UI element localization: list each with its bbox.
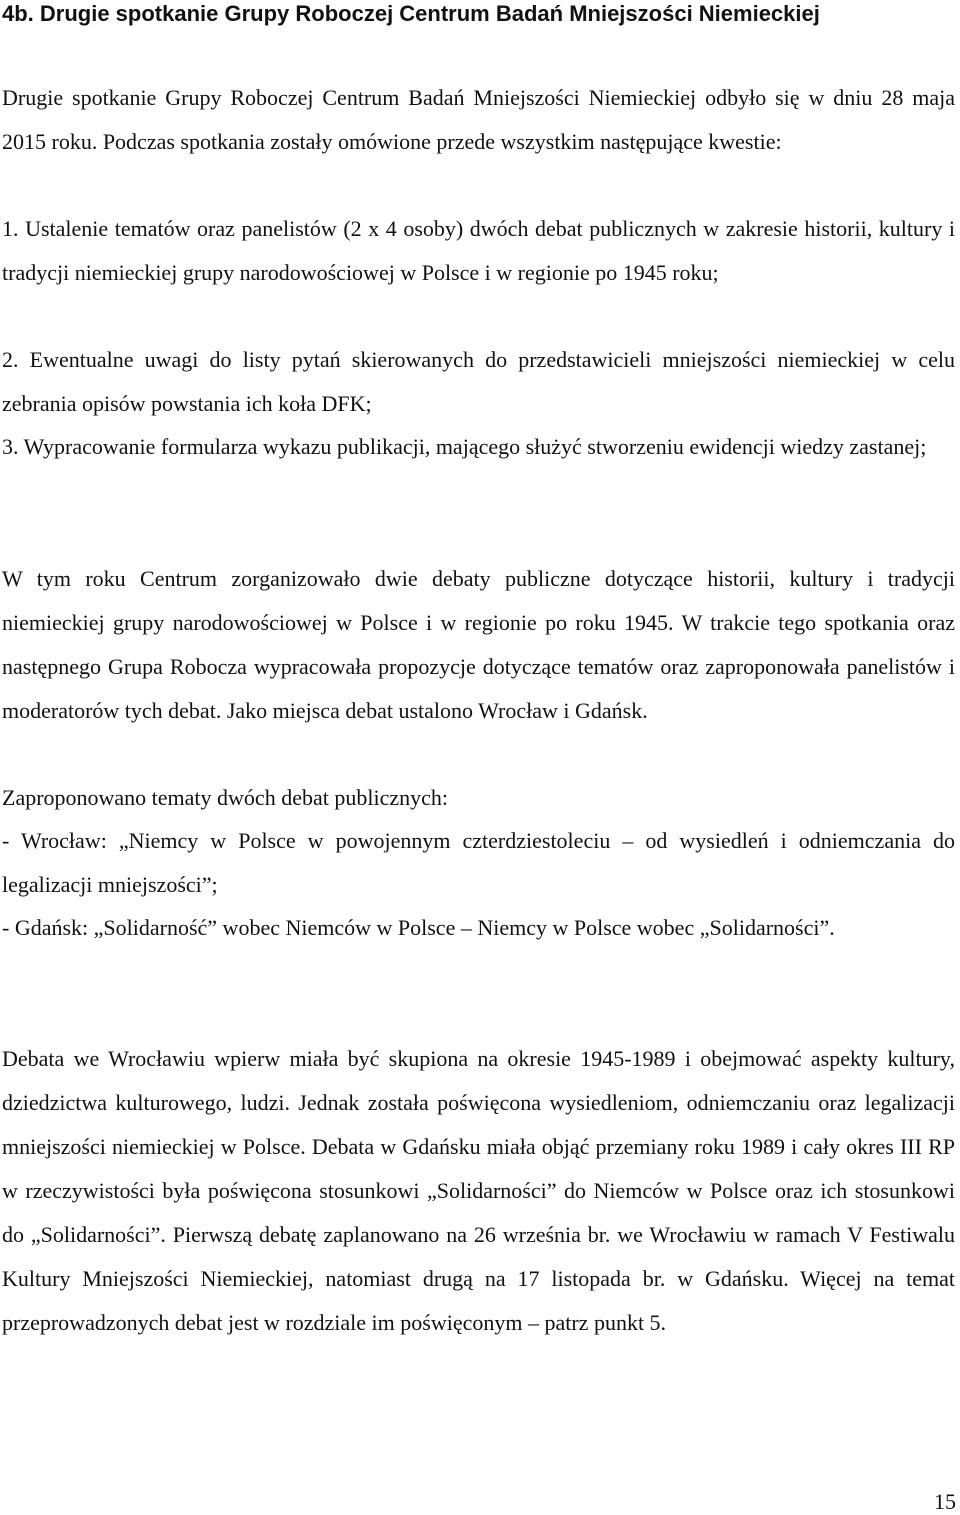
section-heading: 4b. Drugie spotkanie Grupy Roboczej Centrum Badań Mniejszości Niemieckiej (2, 1, 820, 26)
topic-gdansk: - Gdańsk: „Solidarność” wobec Niemców w Polsce – Niemcy w Polsce wobec „Solidarności”. (2, 915, 835, 940)
intro-paragraph: Drugie spotkanie Grupy Roboczej Centrum Badań Mniejszości Niemieckiej odbyło się w dniu 28 maja 2015 roku. Podczas spotkania zostały omówione przede wszystkim następujące kwestie: (2, 85, 955, 154)
agenda-item-3: 3. Wypracowanie formularza wykazu publikacji, mającego służyć stworzeniu ewidencji wiedzy zastanej; (2, 434, 927, 459)
agenda-item-2: 2. Ewentualne uwagi do listy pytań skierowanych do przedstawicieli mniejszości niemieckiej w celu zebrania opisów powstania ich koła DFK; (2, 347, 955, 416)
debate-details-paragraph: Debata we Wrocławiu wpierw miała być skupiona na okresie 1945-1989 i obejmować aspekty kultury, dziedzictwa kulturowego, ludzi. Jednak została poświęcona wysiedleniom, odniemczaniu oraz legalizacji mniejszości niemieckiej w Polsce. Debata w Gdańsku miała objąć przemiany roku 1989 i cały okres III RP w rzeczywistości była poświęcona stosunkowi „Solidarności” do Niemców w Polsce oraz ich stosunkowi do „Solidarności”. Pierwszą debatę zaplanowano na 26 września br. we Wrocławiu w ramach V Festiwalu Kultury Mniejszości Niemieckiej, natomiast drugą na 17 listopada br. w Gdańsku. Więcej na temat przeprowadzonych debat jest w rozdziale im poświęconym – patrz punkt 5. (2, 1046, 955, 1335)
agenda-item-1: 1. Ustalenie tematów oraz panelistów (2 x 4 osoby) dwóch debat publicznych w zakresie historii, kultury i tradycji niemieckiej grupy narodowościowej w Polsce i w regionie po 1945 roku; (2, 216, 955, 285)
page-number: 15 (934, 1489, 956, 1514)
topics-intro: Zaproponowano tematy dwóch debat publicznych: (2, 785, 448, 810)
topic-wroclaw: - Wrocław: „Niemcy w Polsce w powojennym czterdziestoleciu – od wysiedleń i odniemczania do legalizacji mniejszości”; (2, 828, 955, 897)
debates-paragraph: W tym roku Centrum zorganizowało dwie debaty publiczne dotyczące historii, kultury i tradycji niemieckiej grupy narodowościowej w Polsce i w regionie po roku 1945. W trakcie tego spotkania oraz następnego Grupa Robocza wypracowała propozycje dotyczące tematów oraz zaproponowała panelistów i moderatorów tych debat. Jako miejsca debat ustalono Wrocław i Gdańsk. (2, 566, 955, 723)
